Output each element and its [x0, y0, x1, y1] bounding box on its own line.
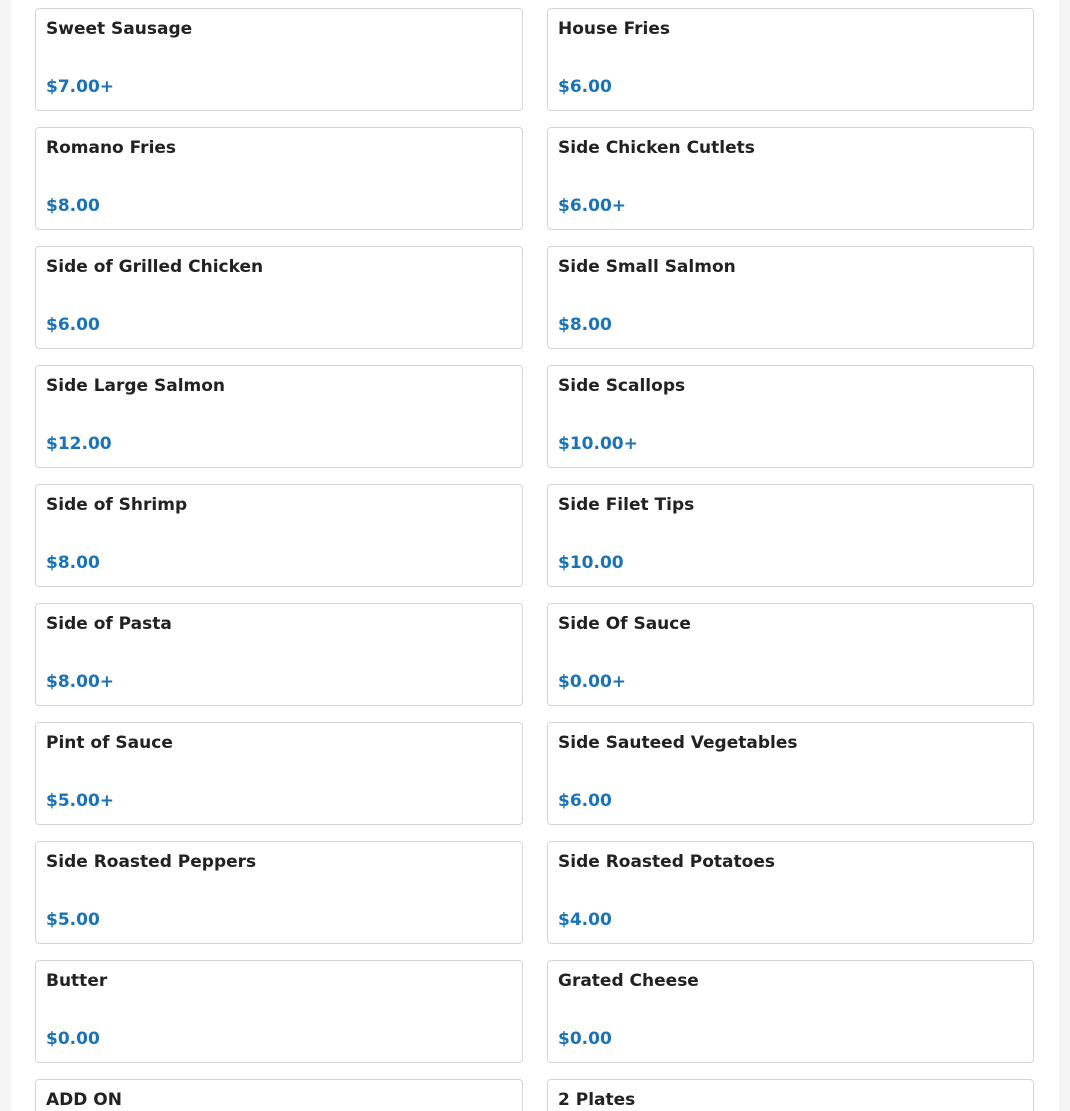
menu-item-name: Romano Fries — [46, 138, 177, 158]
menu-item-price: $6.00 — [558, 77, 612, 97]
menu-item-card[interactable] — [547, 841, 1034, 944]
menu-item-price: $8.00 — [46, 196, 100, 216]
menu-item-card[interactable] — [547, 127, 1034, 230]
menu-item-grid — [35, 8, 1034, 1111]
menu-item-name: Side Sauteed Vegetables — [558, 733, 798, 753]
menu-item-card[interactable] — [35, 484, 523, 587]
menu-item-card[interactable] — [35, 841, 523, 944]
menu-item-name: Sweet Sausage — [46, 19, 193, 39]
menu-item-card[interactable] — [35, 246, 523, 349]
menu-item-price: $5.00 — [46, 910, 100, 930]
menu-item-price: $6.00+ — [558, 196, 627, 216]
menu-item-name: Side Scallops — [558, 376, 686, 396]
menu-item-card[interactable] — [547, 8, 1034, 111]
menu-item-name: Side Roasted Peppers — [46, 852, 257, 872]
menu-item-price: $8.00 — [558, 315, 612, 335]
menu-item-price: $4.00 — [558, 910, 612, 930]
menu-item-name: Pint of Sauce — [46, 733, 173, 753]
menu-item-price: $6.00 — [558, 791, 612, 811]
menu-item-card[interactable] — [547, 722, 1034, 825]
menu-item-card[interactable] — [547, 1079, 1034, 1111]
menu-item-name: Side Filet Tips — [558, 495, 695, 515]
menu-item-card[interactable] — [35, 960, 523, 1063]
menu-item-price: $0.00 — [46, 1029, 100, 1049]
menu-item-price: $10.00 — [558, 553, 624, 573]
menu-item-price: $0.00+ — [558, 672, 627, 692]
menu-item-price: $6.00 — [46, 315, 100, 335]
menu-item-name: Side Roasted Potatoes — [558, 852, 775, 872]
menu-item-name: 2 Plates — [558, 1090, 636, 1110]
menu-item-card[interactable] — [35, 127, 523, 230]
menu-item-card[interactable] — [547, 365, 1034, 468]
menu-item-price: $12.00 — [46, 434, 112, 454]
menu-item-name: Side of Pasta — [46, 614, 172, 634]
menu-item-card[interactable] — [35, 8, 523, 111]
menu-item-card[interactable] — [547, 246, 1034, 349]
menu-item-card[interactable] — [35, 722, 523, 825]
menu-item-price: $5.00+ — [46, 791, 115, 811]
menu-item-price: $0.00 — [558, 1029, 612, 1049]
menu-item-name: Butter — [46, 971, 108, 991]
menu-item-name: Side of Grilled Chicken — [46, 257, 264, 277]
menu-item-card[interactable] — [35, 365, 523, 468]
menu-item-name: Side Of Sauce — [558, 614, 691, 634]
menu-item-price: $8.00 — [46, 553, 100, 573]
menu-item-name: Grated Cheese — [558, 971, 699, 991]
menu-item-name: House Fries — [558, 19, 670, 39]
menu-item-name: Side Small Salmon — [558, 257, 736, 277]
menu-item-name: ADD ON — [46, 1090, 122, 1110]
menu-item-card[interactable] — [547, 603, 1034, 706]
menu-item-card[interactable] — [547, 484, 1034, 587]
menu-page — [11, 0, 1059, 1111]
menu-item-card[interactable] — [35, 603, 523, 706]
menu-item-card[interactable] — [547, 960, 1034, 1063]
menu-item-name: Side of Shrimp — [46, 495, 188, 515]
menu-item-name: Side Chicken Cutlets — [558, 138, 755, 158]
menu-item-name: Side Large Salmon — [46, 376, 226, 396]
menu-item-price: $7.00+ — [46, 77, 115, 97]
menu-item-price: $10.00+ — [558, 434, 638, 454]
menu-item-card[interactable] — [35, 1079, 523, 1111]
menu-item-price: $8.00+ — [46, 672, 115, 692]
